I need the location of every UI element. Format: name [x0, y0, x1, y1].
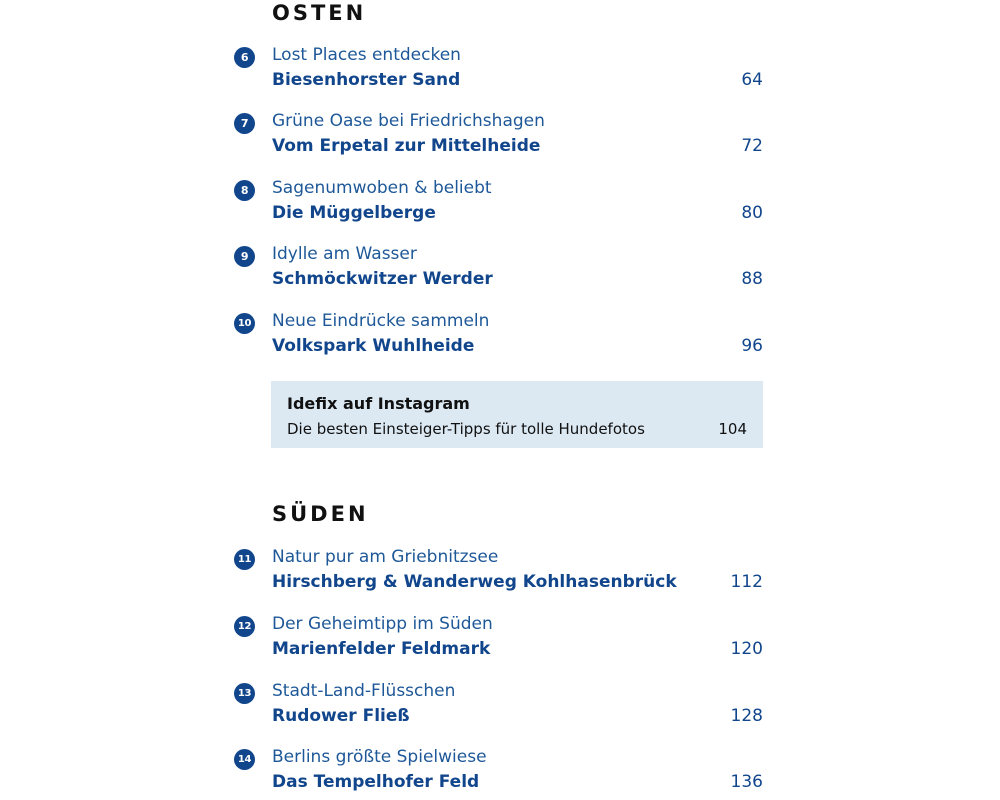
entry-subtitle: Stadt-Land-Flüsschen: [272, 681, 456, 701]
entry-title[interactable]: Hirschberg & Wanderweg Kohlhasenbrück: [272, 572, 677, 592]
toc-entry[interactable]: [233, 680, 763, 732]
entry-title[interactable]: Marienfelder Feldmark: [272, 639, 491, 659]
entry-number-badge: 10: [234, 313, 255, 334]
entry-page-number[interactable]: 128: [730, 706, 763, 726]
toc-entry[interactable]: [233, 44, 763, 96]
entry-title[interactable]: Das Tempelhofer Feld: [272, 772, 480, 792]
entry-page-number[interactable]: 72: [741, 136, 763, 156]
entry-title[interactable]: Vom Erpetal zur Mittelheide: [272, 136, 541, 156]
toc-entry[interactable]: [233, 177, 763, 229]
entry-title[interactable]: Schmöckwitzer Werder: [272, 269, 493, 289]
toc-entry[interactable]: [233, 310, 763, 362]
toc-entry[interactable]: [233, 746, 763, 798]
entry-page-number[interactable]: 80: [741, 203, 763, 223]
entry-subtitle: Idylle am Wasser: [272, 244, 417, 264]
entry-number-badge: 11: [234, 549, 255, 570]
section-heading-osten: OSTEN: [272, 1, 367, 25]
toc-entry[interactable]: [233, 613, 763, 665]
entry-page-number[interactable]: 64: [741, 70, 763, 90]
entry-subtitle: Lost Places entdecken: [272, 45, 461, 65]
entry-number-badge: 14: [234, 749, 255, 770]
entry-number-badge: 13: [234, 683, 255, 704]
entry-page-number[interactable]: 112: [730, 572, 763, 592]
entry-number-badge: 7: [234, 113, 255, 134]
entry-subtitle: Natur pur am Griebnitzsee: [272, 547, 499, 567]
entry-page-number[interactable]: 88: [741, 269, 763, 289]
highlight-subtitle: Die besten Einsteiger-Tipps für tolle Hundefotos: [287, 420, 645, 438]
entry-page-number[interactable]: 136: [730, 772, 763, 792]
toc-entry[interactable]: [233, 546, 763, 598]
entry-number-badge: 12: [234, 616, 255, 637]
entry-title[interactable]: Biesenhorster Sand: [272, 70, 461, 90]
entry-subtitle: Sagenumwoben & beliebt: [272, 178, 492, 198]
entry-title[interactable]: Die Müggelberge: [272, 203, 436, 223]
entry-subtitle: Grüne Oase bei Friedrichshagen: [272, 111, 545, 131]
section-heading-sueden: SÜDEN: [272, 502, 369, 526]
entry-subtitle: Der Geheimtipp im Süden: [272, 614, 493, 634]
toc-entry[interactable]: [233, 110, 763, 162]
entry-number-badge: 8: [234, 180, 255, 201]
entry-subtitle: Berlins größte Spielwiese: [272, 747, 487, 767]
highlight-page-number[interactable]: 104: [718, 420, 747, 438]
instagram-highlight-box[interactable]: [271, 381, 763, 448]
entry-subtitle: Neue Eindrücke sammeln: [272, 311, 490, 331]
entry-title[interactable]: Rudower Fließ: [272, 706, 410, 726]
highlight-title[interactable]: Idefix auf Instagram: [287, 394, 470, 413]
entry-number-badge: 9: [234, 246, 255, 267]
entry-title[interactable]: Volkspark Wuhlheide: [272, 336, 475, 356]
entry-number-badge: 6: [234, 47, 255, 68]
entry-page-number[interactable]: 120: [730, 639, 763, 659]
toc-entry[interactable]: [233, 243, 763, 295]
entry-page-number[interactable]: 96: [741, 336, 763, 356]
